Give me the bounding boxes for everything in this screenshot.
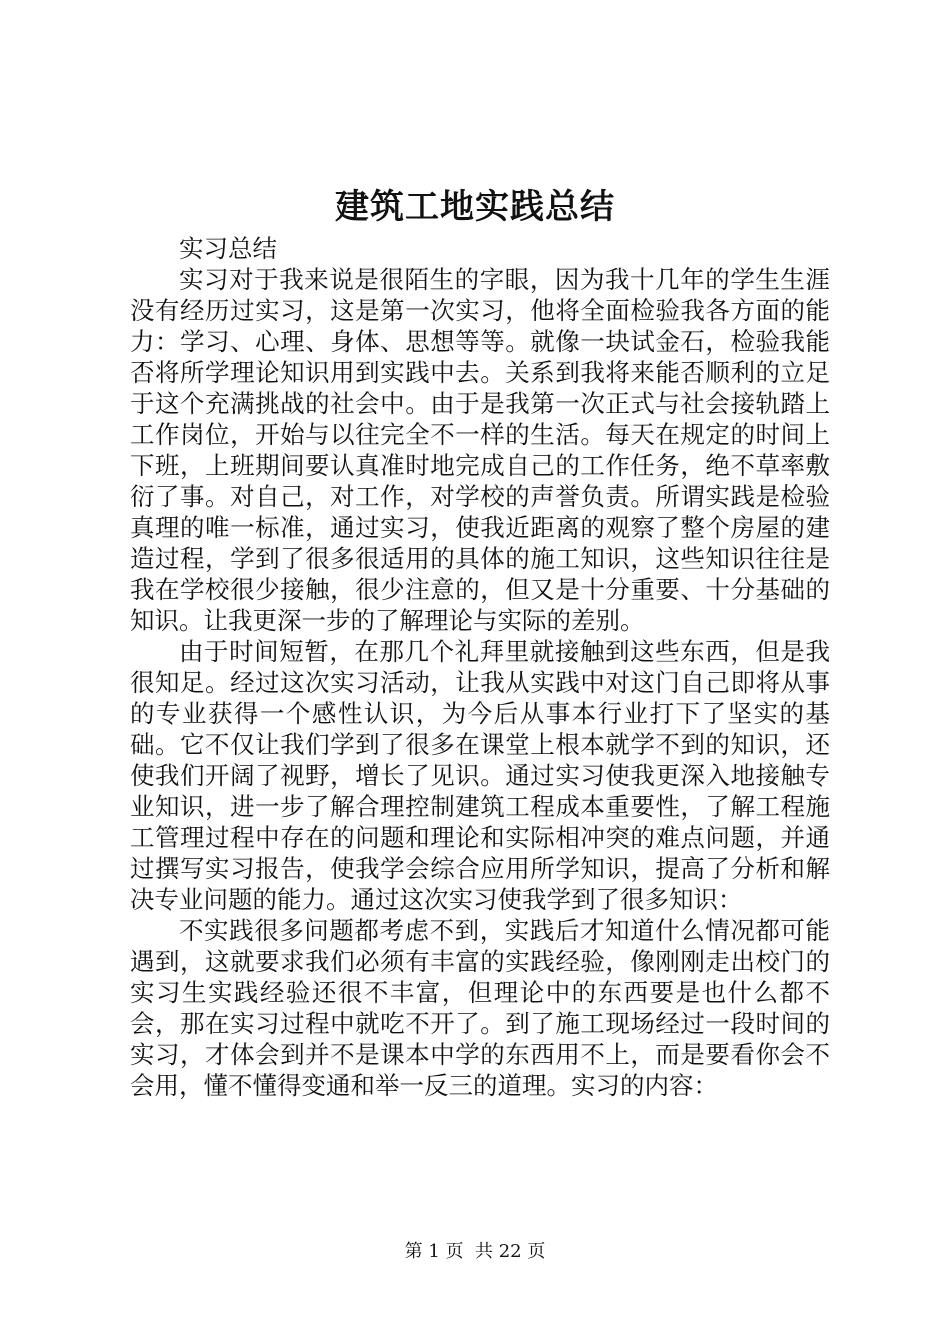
paragraph-2: 由于时间短暂，在那几个礼拜里就接触到这些东西，但是我很知足。经过这次实习活动，让我从实践中对这门自己即将从事的专业获得一个感性认识，为今后从事本行业打下了坚实的基础。它不仅让我们学到了很多在课堂上根本就学不到的知识，还使我们开阔了视野，增长了见识。通过实习使我更深入地接触专业知识，进一步了解合理控制建筑工程成本重要性，了解工程施工管理过程中存在的问题和理论和实际相冲突的难点问题，并通过撰写实习报告，使我学会综合应用所学知识，提高了分析和解决专业问题的能力。通过这次实习使我学到了很多知识：	[130, 637, 830, 914]
paragraph-3: 不实践很多问题都考虑不到，实践后才知道什么情况都可能遇到，这就要求我们必须有丰富的实践经验，像刚刚走出校门的实习生实践经验还很不丰富，但理论中的东西要是也什么都不会，那在实习过程中就吃不开了。到了施工现场经过一段时间的实习，才体会到并不是课本中学的东西用不上，而是要看你会不会用，懂不懂得变通和举一反三的道理。实习的内容：	[130, 916, 830, 1100]
section-heading: 实习总结	[179, 234, 277, 263]
page-number: 第 1 页	[404, 1241, 464, 1262]
paragraph-1: 实习对于我来说是很陌生的字眼，因为我十几年的学生生涯没有经历过实习，这是第一次实习，他将全面检验我各方面的能力：学习、心理、身体、思想等等。就像一块试金石，检验我能否将所学理论知识用到实践中去。关系到我将来能否顺利的立足于这个充满挑战的社会中。由于是我第一次正式与社会接轨踏上工作岗位，开始与以往完全不一样的生活。每天在规定的时间上下班，上班期间要认真准时地完成自己的工作任务，绝不草率敷衍了事。对自己，对工作，对学校的声誉负责。所谓实践是检验真理的唯一标准，通过实习，使我近距离的观察了整个房屋的建造过程，学到了很多很适用的具体的施工知识，这些知识往往是我在学校很少接触，很少注意的，但又是十分重要、十分基础的知识。让我更深一步的了解理论与实际的差别。	[130, 265, 830, 635]
page-footer	[0, 1240, 950, 1264]
document-body	[130, 233, 830, 1101]
page-total: 共 22 页	[475, 1241, 546, 1262]
document-title: 建筑工地实践总结	[335, 187, 615, 227]
